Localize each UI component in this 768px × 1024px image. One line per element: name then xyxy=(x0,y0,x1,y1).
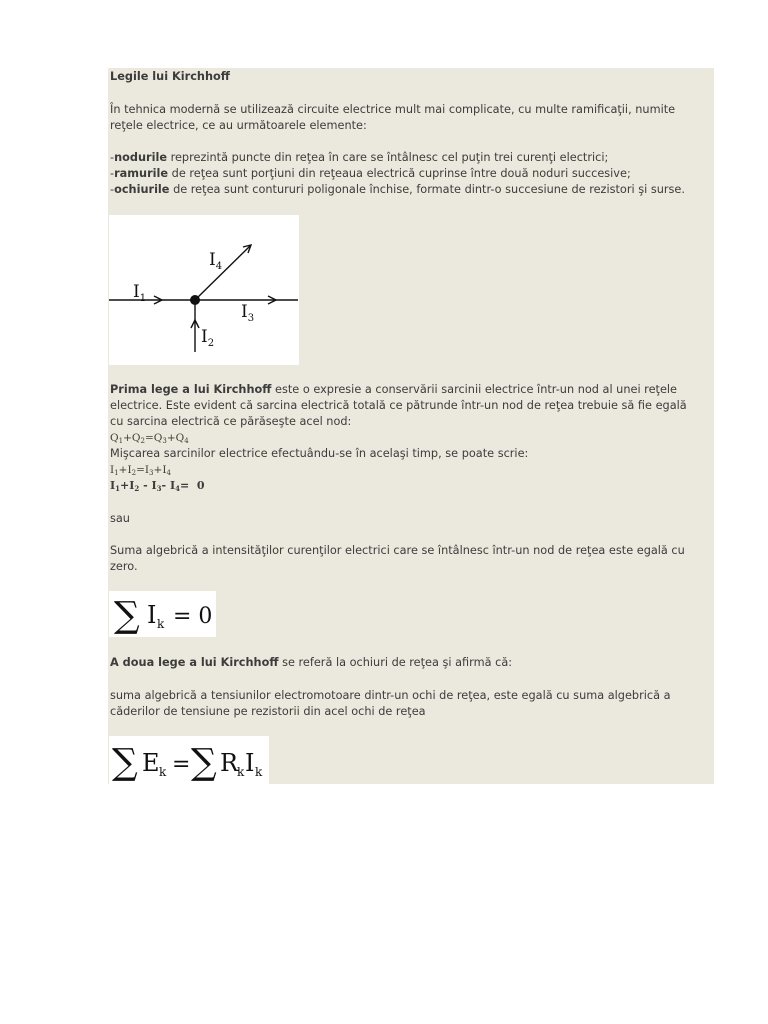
current-equation-bold: $I_1+I_2 - I_3-$ $I_4= 0$ xyxy=(110,479,205,493)
element-prefix: - xyxy=(110,167,115,180)
law1-line-3: cu sarcina electrică ce părăseşte acel nod: xyxy=(110,415,352,428)
element-ramurile xyxy=(110,166,631,182)
law1-name: Prima lege a lui Kirchhoff xyxy=(110,383,272,396)
formula-var-e: E xyxy=(142,749,160,777)
law1-intro xyxy=(110,382,677,398)
law2-name: A doua lege a lui Kirchhoff xyxy=(110,656,279,669)
law1-statement-2: zero. xyxy=(110,560,138,573)
law1-line-2: electrice. Este evident că sarcina electrică totală ce pătrunde într-un nod de reţea trebuie să fie egală xyxy=(110,399,687,412)
or-text: sau xyxy=(110,512,130,525)
element-term: ochiurile xyxy=(114,183,170,196)
law2-text: se referă la ochiuri de reţea şi afirmă că: xyxy=(278,656,513,669)
formula-equals: = xyxy=(172,752,191,777)
intro-line-2: reţele electrice, ce au următoarele elemente: xyxy=(110,119,367,132)
formula-var: I xyxy=(147,601,157,629)
law1-text: este o expresie a conservării sarcinii electrice într-un nod al unei reţele xyxy=(271,383,677,396)
law2-intro xyxy=(110,655,512,671)
label-i2: $I_2$ xyxy=(201,327,215,349)
page-title: Legile lui Kirchhoff xyxy=(110,70,230,83)
element-prefix: - xyxy=(110,183,115,196)
formula-var-r: R xyxy=(220,749,239,777)
sigma-icon: ∑ xyxy=(112,742,138,783)
diagonal-branch xyxy=(195,246,250,300)
formula-sub: k xyxy=(157,617,165,631)
formula-sum-currents xyxy=(109,591,216,637)
formula-rhs: = 0 xyxy=(173,604,213,629)
element-ochiurile xyxy=(110,182,685,198)
law2-statement-1: suma algebrică a tensiunilor electromotoare dintr-un ochi de reţea, este egală cu suma algebrică a xyxy=(110,689,671,702)
element-term: nodurile xyxy=(114,151,167,164)
label-i3: $I_3$ xyxy=(241,302,255,324)
formula-var-i: I xyxy=(245,749,255,777)
formula-sub-i: k xyxy=(255,765,263,779)
sigma-icon: ∑ xyxy=(191,742,217,783)
law1-statement-1: Suma algebrică a intensităţilor curenţilor electrici care se întâlnesc într-un nod de reţea este egală cu xyxy=(110,544,685,557)
formula-sub-e: k xyxy=(159,765,167,779)
node-dot xyxy=(190,295,200,305)
formula-sum-voltages xyxy=(109,736,269,784)
element-text: reprezintă puncte din reţea în care se întâlnesc cel puţin trei curenţi electrici; xyxy=(167,151,609,164)
element-term: ramurile xyxy=(114,167,169,180)
formula-sub-r: k xyxy=(237,765,245,779)
node-diagram xyxy=(109,215,299,365)
law2-statement-2: căderilor de tensiune pe rezistorii din acel ochi de reţea xyxy=(110,705,426,718)
label-i1: $I_1$ xyxy=(133,282,147,304)
element-text: de reţea sunt contururi poligonale închise, formate dintr-o succesiune de rezistori şi surse. xyxy=(169,183,685,196)
charge-equation: $Q_1+Q_2=Q_3+Q_4$ xyxy=(110,432,189,445)
current-equation: $I_1+I_2=I_3+I_4$ xyxy=(110,464,171,477)
element-prefix: - xyxy=(110,151,115,164)
element-nodurile xyxy=(110,150,608,166)
intro-line-1: În tehnica modernă se utilizează circuite electrice mult mai complicate, cu multe ramificaţii, numite xyxy=(110,103,676,116)
motion-text: Mişcarea sarcinilor electrice efectuându-se în acelaşi timp, se poate scrie: xyxy=(110,447,529,460)
element-text: de reţea sunt porţiuni din reţeaua electrică cuprinse între două noduri succesive; xyxy=(168,167,631,180)
label-i4: $I_4$ xyxy=(209,250,223,272)
sigma-icon: ∑ xyxy=(114,595,140,636)
